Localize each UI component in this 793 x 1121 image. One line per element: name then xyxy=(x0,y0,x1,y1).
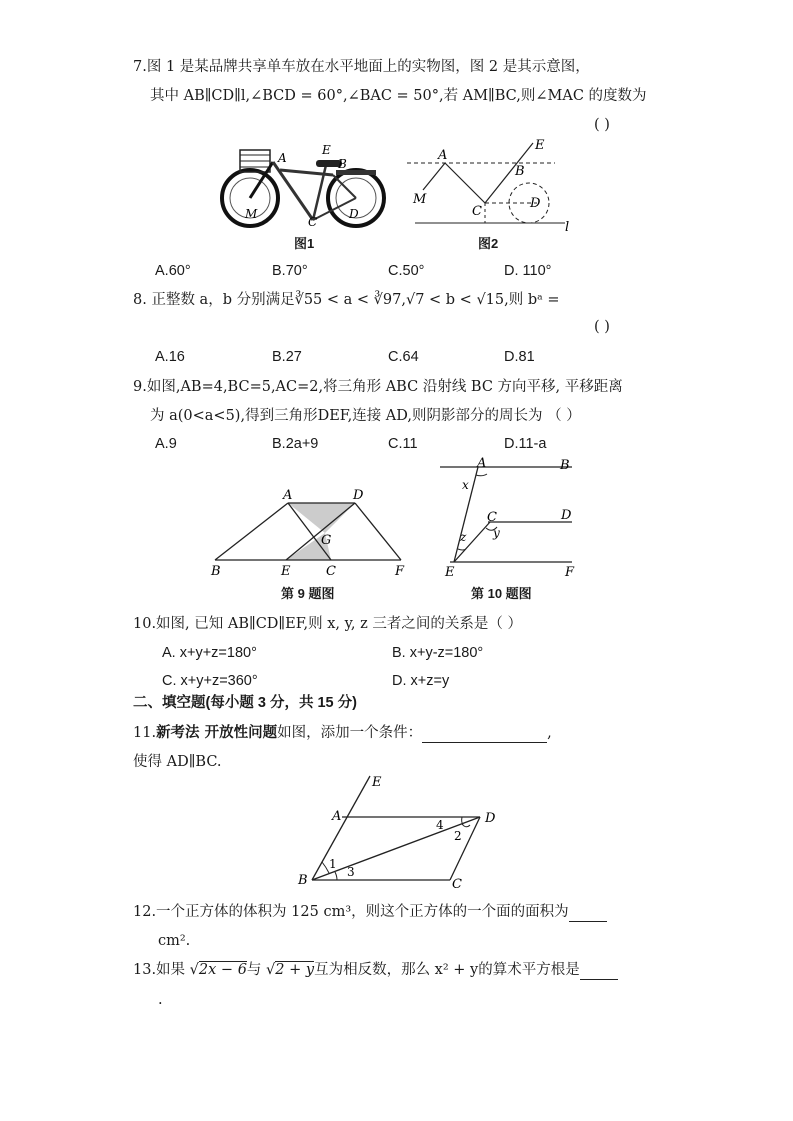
q9-line2: 为 a(0<a<5),得到三角形DEF,连接 AD,则阴影部分的周长为 （ ） xyxy=(150,408,581,424)
q8-answer-paren: ( ) xyxy=(594,319,610,335)
q11-line1 xyxy=(133,723,552,743)
q13-rest: 互为相反数，那么 x² + y的算术平方根是 xyxy=(314,962,580,978)
q11-text: 如图，添加一个条件： xyxy=(277,725,423,741)
q10-fig-label-b: B xyxy=(560,458,570,473)
q9-fig-label-c: C xyxy=(326,564,336,579)
q7-fig1-label-m: M xyxy=(245,207,258,221)
q10-option-b: B. x+y-z=180° xyxy=(392,645,484,661)
q12-line1 xyxy=(133,902,607,922)
q11-fig-angle-3: 3 xyxy=(347,865,355,879)
q10-fig-label-y: y xyxy=(493,526,500,540)
q9-option-b: B.2a+9 xyxy=(272,436,319,452)
q11-fig-label-b: B xyxy=(298,873,308,888)
q12-text: 12.一个正方体的体积为 125 cm³，则这个正方体的一个面的面积为 xyxy=(133,904,569,920)
q10-fig-label-a: A xyxy=(477,456,487,471)
q7-fig1-caption: 图1 xyxy=(294,236,315,251)
q10-fig-label-x: x xyxy=(462,478,469,492)
q12-answer-blank[interactable] xyxy=(569,905,607,922)
q7-figure2-schematic xyxy=(405,135,580,235)
q9-fig-label-a: A xyxy=(283,488,293,503)
q7-fig1-label-b: B xyxy=(338,157,347,171)
q11-fig-angle-2: 2 xyxy=(454,829,462,843)
q9-option-c: C.11 xyxy=(388,436,418,452)
q7-option-a: A.60° xyxy=(155,263,191,279)
q7-fig1-label-c: C xyxy=(308,215,318,229)
q10-figure xyxy=(440,455,585,580)
q9-figure xyxy=(205,488,415,580)
q8-option-b: B.27 xyxy=(272,349,302,365)
q7-fig1-label-d: D xyxy=(349,207,359,221)
q11-answer-blank[interactable] xyxy=(422,726,547,743)
q7-figure1-bicycle xyxy=(218,140,388,230)
q7-answer-paren: ( ) xyxy=(594,117,610,133)
q9-fig-label-e: E xyxy=(281,564,291,579)
q9-option-d: D.11-a xyxy=(504,436,547,452)
q7-option-d: D. 110° xyxy=(504,263,552,279)
q10-option-d: D. x+z=y xyxy=(392,673,450,689)
q11-figure xyxy=(292,772,507,890)
q10-text: 10.如图, 已知 AB∥CD∥EF,则 x, y, z 三者之间的关系是（ ） xyxy=(133,616,522,632)
q9-fig-label-b: B xyxy=(211,564,221,579)
q12-line2: cm². xyxy=(158,933,191,949)
q7-option-c: C.50° xyxy=(388,263,425,279)
q7-fig2-label-c: C xyxy=(472,204,482,219)
q10-fig-label-e: E xyxy=(445,565,455,580)
q11-tag: 新考法 开放性问题 xyxy=(156,724,278,741)
q7-fig2-label-a: A xyxy=(438,148,448,163)
q8-option-c: C.64 xyxy=(388,349,419,365)
q9-option-a: A.9 xyxy=(155,436,177,452)
q7-line1: 7.图 1 是某品牌共享单车放在水平地面上的实物图，图 2 是其示意图， xyxy=(133,59,590,75)
q10-fig-label-z: z xyxy=(460,530,467,544)
q9-fig-label-d: D xyxy=(353,488,364,503)
q9-caption: 第 9 题图 xyxy=(281,586,335,601)
q8-text: 8. 正整数 a，b 分别满足∛55 < a < ∛97,√7 < b < √15,则 bᵃ = xyxy=(133,292,560,308)
q7-fig2-label-l: l xyxy=(565,220,570,235)
q7-fig2-label-d: D xyxy=(530,196,541,211)
q10-fig-label-f: F xyxy=(565,565,575,580)
q13-sqrt2: √2 + y xyxy=(266,962,315,978)
q7-fig2-label-e: E xyxy=(535,138,545,153)
q11-number: 11. xyxy=(133,725,157,741)
q11-line2: 使得 AD∥BC. xyxy=(133,754,222,770)
q13-sqrt1: √2x − 6 xyxy=(189,962,247,978)
q13-prefix: 13.如果 xyxy=(133,962,190,978)
q7-option-b: B.70° xyxy=(272,263,308,279)
q11-fig-angle-4: 4 xyxy=(436,818,444,832)
q11-fig-label-a: A xyxy=(332,809,342,824)
q7-fig2-label-b: B xyxy=(515,164,525,179)
q10-caption: 第 10 题图 xyxy=(471,586,532,601)
q11-fig-label-e: E xyxy=(372,775,382,790)
q7-line2: 其中 AB∥CD∥l,∠BCD = 60°,∠BAC = 50°,若 AM∥BC,则∠MAC 的度数为 xyxy=(150,88,647,104)
q13-line1 xyxy=(133,960,618,980)
q11-fig-label-d: D xyxy=(485,811,496,826)
q11-fig-label-c: C xyxy=(452,877,462,890)
q7-fig1-label-a: A xyxy=(278,151,287,165)
q8-option-a: A.16 xyxy=(155,349,185,365)
q8-option-d: D.81 xyxy=(504,349,535,365)
q9-line1: 9.如图,AB=4,BC=5,AC=2,将三角形 ABC 沿射线 BC 方向平移, 平移距离 xyxy=(133,379,623,395)
q10-option-a: A. x+y+z=180° xyxy=(162,645,257,661)
q7-fig1-label-e: E xyxy=(322,143,331,157)
q13-answer-blank[interactable] xyxy=(580,963,618,980)
q13-mid: 与 xyxy=(246,962,267,978)
q10-fig-label-d: D xyxy=(561,508,572,523)
q11-fig-angle-1: 1 xyxy=(329,857,337,871)
q9-fig-label-g: G xyxy=(321,533,332,548)
q11-comma: , xyxy=(547,725,552,741)
section2-title: 二、填空题(每小题 3 分，共 15 分) xyxy=(133,695,357,711)
q7-fig2-caption: 图2 xyxy=(478,236,499,251)
q9-fig-label-f: F xyxy=(395,564,405,579)
q10-option-c: C. x+y+z=360° xyxy=(162,673,258,689)
q7-fig2-label-m: M xyxy=(413,192,427,207)
q10-fig-label-c: C xyxy=(487,510,497,525)
q13-line2: . xyxy=(158,992,163,1008)
